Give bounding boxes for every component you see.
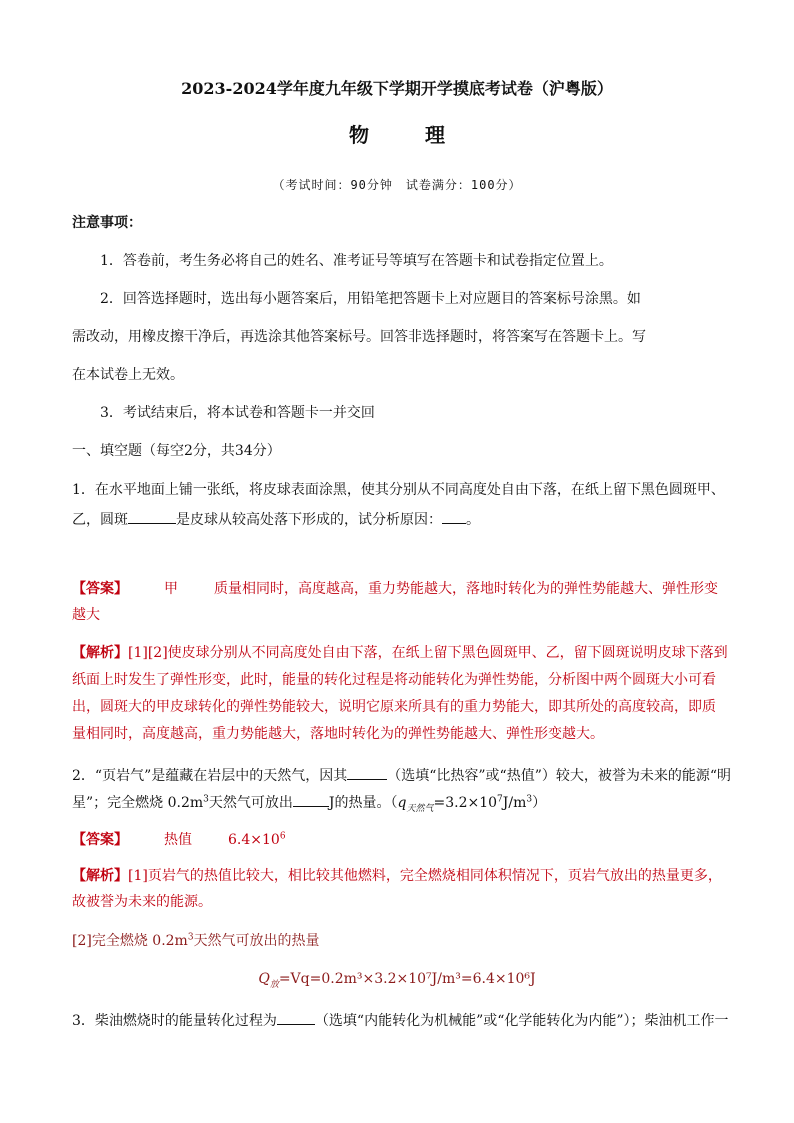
q2-blank-1[interactable] (347, 765, 387, 780)
q2-answer-2: 6.4×10 (228, 832, 280, 848)
q2-q-unit: J/m (502, 795, 527, 811)
q2-formula-rest: =Vq=0.2m³×3.2×10⁷J/m³=6.4×10⁶J (278, 971, 536, 987)
q2-q-close: ） (532, 795, 547, 811)
notes-heading: 注意事项： (72, 215, 142, 231)
q2-analysis-label: 【解析】 (72, 868, 128, 884)
q2-q-unit-exp: 3 (526, 794, 533, 805)
q2-analysis-text-1: [1]页岩气的热值比较大，相比较其他燃料，完全燃烧相同体积情况下，页岩气放出的热量更多， (128, 868, 722, 884)
q1-blank-1[interactable] (128, 509, 176, 524)
q1-analysis-text-1: [1][2]使皮球分别从不同高度处自由下落，在纸上留下黑色圆斑甲、乙，留下圆斑说明皮球下落到 (128, 645, 728, 661)
q2-formula-Q: Q (258, 971, 270, 987)
q3-blank-1[interactable] (277, 1010, 315, 1025)
q2-answer-1: 热值 (164, 832, 192, 848)
q2-text-e: J的热量。（ (328, 795, 398, 811)
q2-blank-2[interactable] (293, 792, 329, 807)
q2-line-1 (72, 765, 731, 785)
q2-text-c: 星”；完全燃烧 0.2m (72, 795, 204, 811)
q1-answer-2: 质量相同时，高度越高，重力势能越大，落地时转化为的弹性势能越大、弹性形变 (214, 581, 718, 597)
q2-line-2: 星”；完全燃烧 $0.2m^3$天然气可放出 J的热量。$(q_{天然气}=3.2\times 10^7J/m^3)$ (72, 792, 546, 812)
q1-text-b: 是皮球从较高处落下形成的，试分析原因： (176, 512, 442, 528)
q2-q-exp: 7 (497, 794, 503, 805)
q2-analysis-line-2: 故被誉为未来的能源。 (72, 894, 212, 910)
q1-answer-2-cont: 越大 (72, 607, 100, 623)
q1-analysis-line-4: 量相同时，高度越高，重力势能越大，落地时转化为的弹性势能越大、弹性形变越大。 (72, 726, 604, 742)
q3-text-b: （选填“内能转化为机械能”或“化学能转化为内能”）；柴油机工作一 (314, 1013, 729, 1029)
notes-item-2-line-1: 2．回答选择题时，选出每小题答案后，用铅笔把答题卡上对应题目的答案标号涂黑。如 (100, 291, 641, 307)
q1-text-a: 乙，圆斑 (72, 512, 128, 528)
q2-formula (0, 970, 794, 988)
q1-line-1: 1．在水平地面上铺一张纸，将皮球表面涂黑，使其分别从不同高度处自由下落，在纸上留下黑色圆斑甲、 (72, 482, 725, 498)
q1-answer-label: 【答案】 (72, 581, 128, 597)
q3-line-1 (72, 1010, 729, 1030)
q2-text-a: 2．“页岩气”是蕴藏在岩层中的天然气，因其 (72, 768, 348, 784)
q1-answer (72, 580, 718, 598)
notes-item-2-line-2: 需改动，用橡皮擦干净后，再选涂其他答案标号。回答非选择题时，将答案写在答题卡上。写 (72, 329, 646, 345)
q2-q-subscript: 天然气 (406, 803, 434, 814)
q2-analysis-text-3b: 天然气可放出的热量 (193, 933, 320, 949)
q2-analysis-text-3a: [2]完全燃烧 0.2m (72, 933, 188, 949)
q1-text-c: 。 (466, 512, 480, 528)
subject-title: 物理 (349, 123, 501, 147)
exam-info: （考试时间：90分钟 试卷满分：100分） (272, 178, 522, 192)
q1-analysis-label: 【解析】 (72, 645, 128, 661)
q2-text-b: （选填“比热容”或“热值”）较大，被誉为未来的能源“明 (387, 768, 732, 784)
q2-text-d: 天然气可放出 (208, 795, 293, 811)
q2-formula-sub: 放 (269, 979, 279, 990)
q2-answer-2-exp: 6 (279, 831, 286, 842)
q2-analysis-line-3: [2]完全燃烧 $0.2m^3$天然气可放出的热量 (72, 932, 320, 949)
q2-answer-label: 【答案】 (72, 832, 128, 848)
q1-blank-2[interactable] (442, 509, 466, 524)
q1-answer-1: 甲 (164, 581, 178, 597)
q3-text-a: 3．柴油燃烧时的能量转化过程为 (72, 1013, 277, 1029)
q1-line-2 (72, 509, 480, 529)
q2-q-value: =3.2×10 (433, 795, 498, 811)
q1-analysis-line-2: 纸面上时发生了弹性形变，此时，能量的转化过程是将动能转化为弹性势能，分析图中两个圆斑大小可看 (72, 672, 716, 688)
notes-item-3: 3．考试结束后，将本试卷和答题卡一并交回 (100, 405, 375, 421)
notes-item-2-line-3: 在本试卷上无效。 (72, 367, 184, 383)
q1-analysis-line-1 (72, 644, 728, 662)
q2-analysis-line-1 (72, 867, 722, 885)
notes-item-1: 1．答卷前，考生务必将自己的姓名、准考证号等填写在答题卡和试卷指定位置上。 (100, 253, 613, 269)
section-1-heading: 一、填空题（每空2分，共34分） (72, 443, 281, 459)
q2-q-symbol: q (397, 795, 407, 811)
exam-title: 2023-2024学年度九年级下学期开学摸底考试卷（沪粤版） (181, 79, 613, 98)
q2-answer (72, 831, 286, 849)
q1-analysis-line-3: 出，圆斑大的甲皮球转化的弹性势能较大，说明它原来所具有的重力势能大，即其所处的高度较高，即质 (72, 699, 716, 715)
